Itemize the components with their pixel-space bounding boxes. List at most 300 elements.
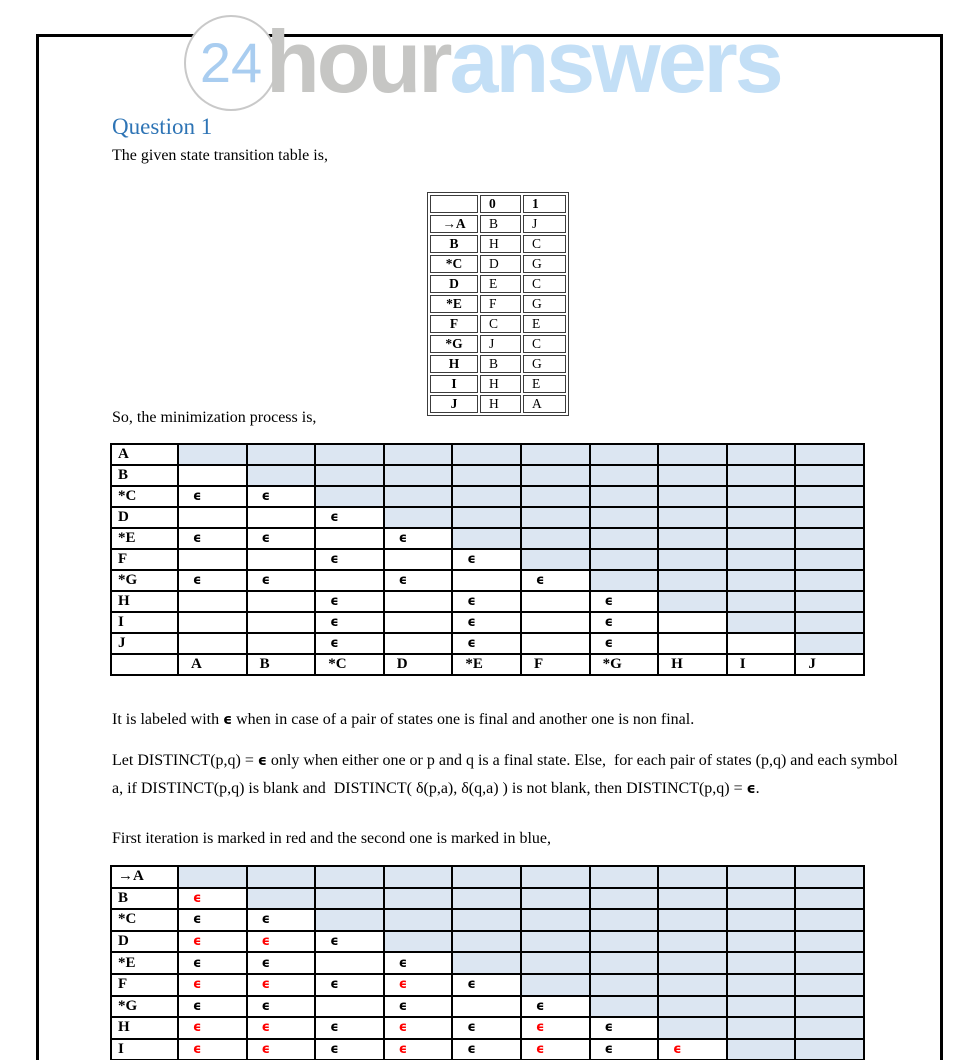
shaded-cell xyxy=(795,952,864,974)
row-label: *G xyxy=(111,570,178,591)
state-label: *E xyxy=(430,295,478,313)
row-label: D xyxy=(111,931,178,953)
epsilon-symbol: ϵ xyxy=(257,753,267,769)
transition-value: G xyxy=(523,295,566,313)
empty-cell xyxy=(658,633,727,654)
transition-value: B xyxy=(480,215,521,233)
epsilon-mark: ϵ xyxy=(247,952,316,974)
empty-cell xyxy=(521,591,590,612)
transition-value: C xyxy=(480,315,521,333)
epsilon-mark-red: ϵ xyxy=(521,1017,590,1039)
empty-cell xyxy=(247,633,316,654)
epsilon-mark: ϵ xyxy=(247,996,316,1018)
epsilon-mark: ϵ xyxy=(452,1017,521,1039)
label-note-post: when in case of a pair of states one is final and another one is non final. xyxy=(232,711,695,728)
state-label: D xyxy=(430,275,478,293)
row-label: F xyxy=(111,974,178,996)
table-row xyxy=(430,315,566,333)
iteration-note-paragraph: First iteration is marked in red and the second one is marked in blue, xyxy=(112,830,551,847)
shaded-cell xyxy=(795,1039,864,1060)
shaded-cell xyxy=(384,888,453,910)
empty-cell xyxy=(247,507,316,528)
shaded-cell xyxy=(727,974,796,996)
shaded-cell xyxy=(384,507,453,528)
table-row xyxy=(430,335,566,353)
shaded-cell xyxy=(727,507,796,528)
table-row xyxy=(111,444,864,465)
epsilon-mark: ϵ xyxy=(315,1039,384,1060)
epsilon-mark: ϵ xyxy=(315,633,384,654)
state-label: *C xyxy=(430,255,478,273)
shaded-cell xyxy=(590,996,659,1018)
shaded-cell xyxy=(795,888,864,910)
epsilon-mark: ϵ xyxy=(315,549,384,570)
row-label: H xyxy=(111,1017,178,1039)
row-label: *E xyxy=(111,952,178,974)
shaded-cell xyxy=(795,549,864,570)
shaded-cell xyxy=(658,974,727,996)
shaded-cell xyxy=(452,909,521,931)
epsilon-mark: ϵ xyxy=(590,1039,659,1060)
minimization-table xyxy=(110,443,865,676)
column-header: 0 xyxy=(480,195,521,213)
shaded-cell xyxy=(658,952,727,974)
shaded-cell xyxy=(658,591,727,612)
shaded-cell xyxy=(315,486,384,507)
row-label: *C xyxy=(111,909,178,931)
table-row xyxy=(111,996,864,1018)
epsilon-mark: ϵ xyxy=(452,633,521,654)
shaded-cell xyxy=(247,888,316,910)
shaded-cell xyxy=(452,888,521,910)
shaded-cell xyxy=(247,444,316,465)
epsilon-mark: ϵ xyxy=(247,909,316,931)
empty-cell xyxy=(247,549,316,570)
shaded-cell xyxy=(727,888,796,910)
epsilon-mark-red: ϵ xyxy=(247,974,316,996)
epsilon-mark-red: ϵ xyxy=(247,1017,316,1039)
epsilon-mark: ϵ xyxy=(247,570,316,591)
shaded-cell xyxy=(658,570,727,591)
epsilon-mark: ϵ xyxy=(452,591,521,612)
epsilon-symbol: ϵ xyxy=(223,712,233,728)
shaded-cell xyxy=(795,909,864,931)
epsilon-mark-red: ϵ xyxy=(384,974,453,996)
row-label: *C xyxy=(111,486,178,507)
shaded-cell xyxy=(658,866,727,888)
row-label: *G xyxy=(111,996,178,1018)
table-row xyxy=(430,275,566,293)
epsilon-mark-red: ϵ xyxy=(521,1039,590,1060)
epsilon-mark: ϵ xyxy=(247,528,316,549)
state-label: B xyxy=(430,235,478,253)
shaded-cell xyxy=(590,507,659,528)
epsilon-mark-red: ϵ xyxy=(178,931,247,953)
shaded-cell xyxy=(521,528,590,549)
column-label: *G xyxy=(590,654,659,675)
shaded-cell xyxy=(452,486,521,507)
empty-cell xyxy=(315,996,384,1018)
row-label: H xyxy=(111,591,178,612)
table-row xyxy=(430,255,566,273)
empty-cell xyxy=(178,591,247,612)
epsilon-mark: ϵ xyxy=(521,570,590,591)
epsilon-mark: ϵ xyxy=(315,507,384,528)
shaded-cell xyxy=(315,866,384,888)
shaded-cell xyxy=(521,486,590,507)
shaded-cell xyxy=(590,888,659,910)
empty-cell xyxy=(384,612,453,633)
shaded-cell xyxy=(521,507,590,528)
empty-cell xyxy=(384,591,453,612)
epsilon-mark: ϵ xyxy=(384,996,453,1018)
empty-cell xyxy=(384,633,453,654)
table-row xyxy=(111,909,864,931)
state-label: *G xyxy=(430,335,478,353)
shaded-cell xyxy=(590,570,659,591)
transition-value: E xyxy=(523,315,566,333)
shaded-cell xyxy=(795,1017,864,1039)
shaded-cell xyxy=(590,549,659,570)
shaded-cell xyxy=(521,888,590,910)
table-row xyxy=(111,931,864,953)
shaded-cell xyxy=(521,444,590,465)
shaded-cell xyxy=(795,996,864,1018)
table-row xyxy=(430,395,566,413)
shaded-cell xyxy=(658,931,727,953)
shaded-cell xyxy=(384,486,453,507)
shaded-cell xyxy=(658,507,727,528)
table-row xyxy=(111,1039,864,1060)
table-row xyxy=(111,633,864,654)
row-label: J xyxy=(111,633,178,654)
epsilon-mark: ϵ xyxy=(178,528,247,549)
state-label: →A xyxy=(430,215,478,233)
epsilon-mark: ϵ xyxy=(178,486,247,507)
column-label: J xyxy=(795,654,864,675)
shaded-cell xyxy=(384,444,453,465)
epsilon-mark: ϵ xyxy=(315,612,384,633)
state-label: H xyxy=(430,355,478,373)
empty-cell xyxy=(315,570,384,591)
shaded-cell xyxy=(795,633,864,654)
epsilon-mark-red: ϵ xyxy=(247,931,316,953)
empty-cell xyxy=(452,996,521,1018)
logo-word-hour: hour xyxy=(266,12,450,111)
empty-cell xyxy=(247,612,316,633)
shaded-cell xyxy=(315,909,384,931)
row-label: *E xyxy=(111,528,178,549)
shaded-cell xyxy=(727,570,796,591)
shaded-cell xyxy=(795,444,864,465)
shaded-cell xyxy=(521,866,590,888)
shaded-cell xyxy=(727,465,796,486)
empty-cell xyxy=(727,633,796,654)
epsilon-mark: ϵ xyxy=(315,1017,384,1039)
shaded-cell xyxy=(727,931,796,953)
shaded-cell xyxy=(178,866,247,888)
logo-word-answers: answers xyxy=(449,12,781,111)
row-label: B xyxy=(111,888,178,910)
label-note-pre: It is labeled with xyxy=(112,711,224,728)
table-row xyxy=(430,235,566,253)
shaded-cell xyxy=(521,909,590,931)
shaded-cell xyxy=(727,591,796,612)
shaded-cell xyxy=(795,612,864,633)
epsilon-mark-red: ϵ xyxy=(384,1017,453,1039)
distinct-rule-a: Let DISTINCT(p,q) = xyxy=(112,752,258,769)
column-label: H xyxy=(658,654,727,675)
empty-cell xyxy=(178,507,247,528)
epsilon-mark: ϵ xyxy=(178,909,247,931)
shaded-cell xyxy=(727,952,796,974)
header-row xyxy=(430,195,566,213)
shaded-cell xyxy=(795,974,864,996)
shaded-cell xyxy=(590,528,659,549)
epsilon-mark: ϵ xyxy=(452,1039,521,1060)
distinct-rule-paragraph xyxy=(112,747,902,803)
table-row xyxy=(430,215,566,233)
transition-value: H xyxy=(480,375,521,393)
empty-cell xyxy=(111,654,178,675)
shaded-cell xyxy=(795,931,864,953)
row-label: I xyxy=(111,1039,178,1060)
epsilon-mark: ϵ xyxy=(384,952,453,974)
shaded-cell xyxy=(590,931,659,953)
empty-cell xyxy=(178,612,247,633)
row-label: A xyxy=(111,444,178,465)
shaded-cell xyxy=(658,549,727,570)
table-row xyxy=(111,612,864,633)
empty-cell xyxy=(178,549,247,570)
column-label: D xyxy=(384,654,453,675)
shaded-cell xyxy=(658,888,727,910)
table-row xyxy=(111,866,864,888)
epsilon-mark: ϵ xyxy=(384,528,453,549)
minimization-intro-text: So, the minimization process is, xyxy=(112,409,317,426)
shaded-cell xyxy=(658,1017,727,1039)
distinct-rule-c: . xyxy=(755,780,760,797)
epsilon-mark: ϵ xyxy=(590,612,659,633)
transition-value: E xyxy=(480,275,521,293)
shaded-cell xyxy=(795,570,864,591)
shaded-cell xyxy=(178,444,247,465)
shaded-cell xyxy=(452,931,521,953)
column-header: 1 xyxy=(523,195,566,213)
shaded-cell xyxy=(795,507,864,528)
shaded-cell xyxy=(247,465,316,486)
shaded-cell xyxy=(658,528,727,549)
shaded-cell xyxy=(452,444,521,465)
column-label: F xyxy=(521,654,590,675)
epsilon-mark-red: ϵ xyxy=(178,974,247,996)
epsilon-mark: ϵ xyxy=(521,996,590,1018)
epsilon-mark: ϵ xyxy=(452,974,521,996)
intro-text: The given state transition table is, xyxy=(112,147,328,164)
epsilon-mark: ϵ xyxy=(315,974,384,996)
epsilon-mark: ϵ xyxy=(590,633,659,654)
empty-cell xyxy=(384,549,453,570)
epsilon-mark: ϵ xyxy=(178,952,247,974)
shaded-cell xyxy=(727,866,796,888)
shaded-cell xyxy=(590,866,659,888)
table-row xyxy=(430,375,566,393)
shaded-cell xyxy=(658,996,727,1018)
shaded-cell xyxy=(727,486,796,507)
epsilon-mark: ϵ xyxy=(315,591,384,612)
epsilon-mark-red: ϵ xyxy=(178,1017,247,1039)
shaded-cell xyxy=(658,465,727,486)
logo-wordmark xyxy=(266,12,781,111)
logo-circle xyxy=(184,15,278,111)
shaded-cell xyxy=(795,486,864,507)
shaded-cell xyxy=(452,866,521,888)
column-label: A xyxy=(178,654,247,675)
distinct-rule-b: only when either one or p and q is a final state. Else, for each pair of states (p,q) and each symbol a, if DISTINCT(p,q) is blank and DISTINCT( δ(p,a), δ(q,a) ) is not blank, then DISTINCT(p,q) = xyxy=(112,752,902,797)
table-row xyxy=(111,528,864,549)
row-label: B xyxy=(111,465,178,486)
row-label: →A xyxy=(111,866,178,888)
empty-cell xyxy=(315,528,384,549)
shaded-cell xyxy=(452,465,521,486)
table-row xyxy=(111,570,864,591)
epsilon-mark-red: ϵ xyxy=(384,1039,453,1060)
column-label: I xyxy=(727,654,796,675)
empty-cell xyxy=(521,633,590,654)
shaded-cell xyxy=(727,1017,796,1039)
epsilon-mark-red: ϵ xyxy=(178,888,247,910)
empty-cell xyxy=(247,591,316,612)
empty-cell xyxy=(315,952,384,974)
shaded-cell xyxy=(727,528,796,549)
table-row xyxy=(430,355,566,373)
transition-value: G xyxy=(523,355,566,373)
state-transition-table xyxy=(427,192,569,416)
epsilon-mark: ϵ xyxy=(590,591,659,612)
shaded-cell xyxy=(590,486,659,507)
footer-row xyxy=(111,654,864,675)
shaded-cell xyxy=(727,996,796,1018)
transition-value: C xyxy=(523,335,566,353)
transition-value: C xyxy=(523,235,566,253)
shaded-cell xyxy=(384,866,453,888)
shaded-cell xyxy=(590,444,659,465)
empty-cell xyxy=(178,465,247,486)
epsilon-mark-red: ϵ xyxy=(658,1039,727,1060)
shaded-cell xyxy=(590,909,659,931)
shaded-cell xyxy=(795,866,864,888)
transition-value: H xyxy=(480,395,521,413)
epsilon-mark: ϵ xyxy=(315,931,384,953)
shaded-cell xyxy=(795,465,864,486)
shaded-cell xyxy=(315,465,384,486)
shaded-cell xyxy=(590,465,659,486)
row-label: F xyxy=(111,549,178,570)
question-heading: Question 1 xyxy=(112,114,213,139)
epsilon-mark-red: ϵ xyxy=(178,1039,247,1060)
shaded-cell xyxy=(590,952,659,974)
shaded-cell xyxy=(452,952,521,974)
epsilon-mark: ϵ xyxy=(384,570,453,591)
shaded-cell xyxy=(384,931,453,953)
state-label: F xyxy=(430,315,478,333)
table-row xyxy=(111,507,864,528)
shaded-cell xyxy=(521,549,590,570)
shaded-cell xyxy=(247,866,316,888)
empty-cell xyxy=(521,612,590,633)
shaded-cell xyxy=(521,931,590,953)
row-label: I xyxy=(111,612,178,633)
column-label: *C xyxy=(315,654,384,675)
epsilon-mark: ϵ xyxy=(452,612,521,633)
table-row xyxy=(111,888,864,910)
shaded-cell xyxy=(315,888,384,910)
shaded-cell xyxy=(727,1039,796,1060)
epsilon-mark: ϵ xyxy=(178,996,247,1018)
shaded-cell xyxy=(658,909,727,931)
table-row xyxy=(111,486,864,507)
table-row xyxy=(111,549,864,570)
epsilon-mark: ϵ xyxy=(247,486,316,507)
transition-value: F xyxy=(480,295,521,313)
column-label: B xyxy=(247,654,316,675)
shaded-cell xyxy=(384,465,453,486)
shaded-cell xyxy=(590,974,659,996)
epsilon-mark: ϵ xyxy=(178,570,247,591)
shaded-cell xyxy=(727,549,796,570)
shaded-cell xyxy=(452,528,521,549)
transition-value: D xyxy=(480,255,521,273)
epsilon-mark: ϵ xyxy=(452,549,521,570)
table-row xyxy=(111,952,864,974)
transition-value: A xyxy=(523,395,566,413)
transition-value: J xyxy=(480,335,521,353)
shaded-cell xyxy=(795,591,864,612)
shaded-cell xyxy=(384,909,453,931)
epsilon-symbol: ϵ xyxy=(746,781,756,797)
table-row xyxy=(111,974,864,996)
transition-value: H xyxy=(480,235,521,253)
empty-cell xyxy=(178,633,247,654)
iteration-table xyxy=(110,865,865,1060)
row-label: D xyxy=(111,507,178,528)
transition-value: B xyxy=(480,355,521,373)
empty-cell xyxy=(658,612,727,633)
logo-24-badge: 24 xyxy=(199,31,263,94)
shaded-cell xyxy=(727,612,796,633)
column-label: *E xyxy=(452,654,521,675)
epsilon-mark: ϵ xyxy=(590,1017,659,1039)
label-note-paragraph xyxy=(112,711,912,729)
empty-cell xyxy=(452,570,521,591)
transition-value: J xyxy=(523,215,566,233)
shaded-cell xyxy=(658,444,727,465)
shaded-cell xyxy=(795,528,864,549)
epsilon-mark-red: ϵ xyxy=(247,1039,316,1060)
state-label: I xyxy=(430,375,478,393)
empty-cell xyxy=(430,195,478,213)
transition-value: C xyxy=(523,275,566,293)
shaded-cell xyxy=(452,507,521,528)
table-row xyxy=(430,295,566,313)
transition-value: G xyxy=(523,255,566,273)
state-label: J xyxy=(430,395,478,413)
table-row xyxy=(111,1017,864,1039)
shaded-cell xyxy=(727,444,796,465)
transition-value: E xyxy=(523,375,566,393)
table-row xyxy=(111,465,864,486)
shaded-cell xyxy=(521,465,590,486)
